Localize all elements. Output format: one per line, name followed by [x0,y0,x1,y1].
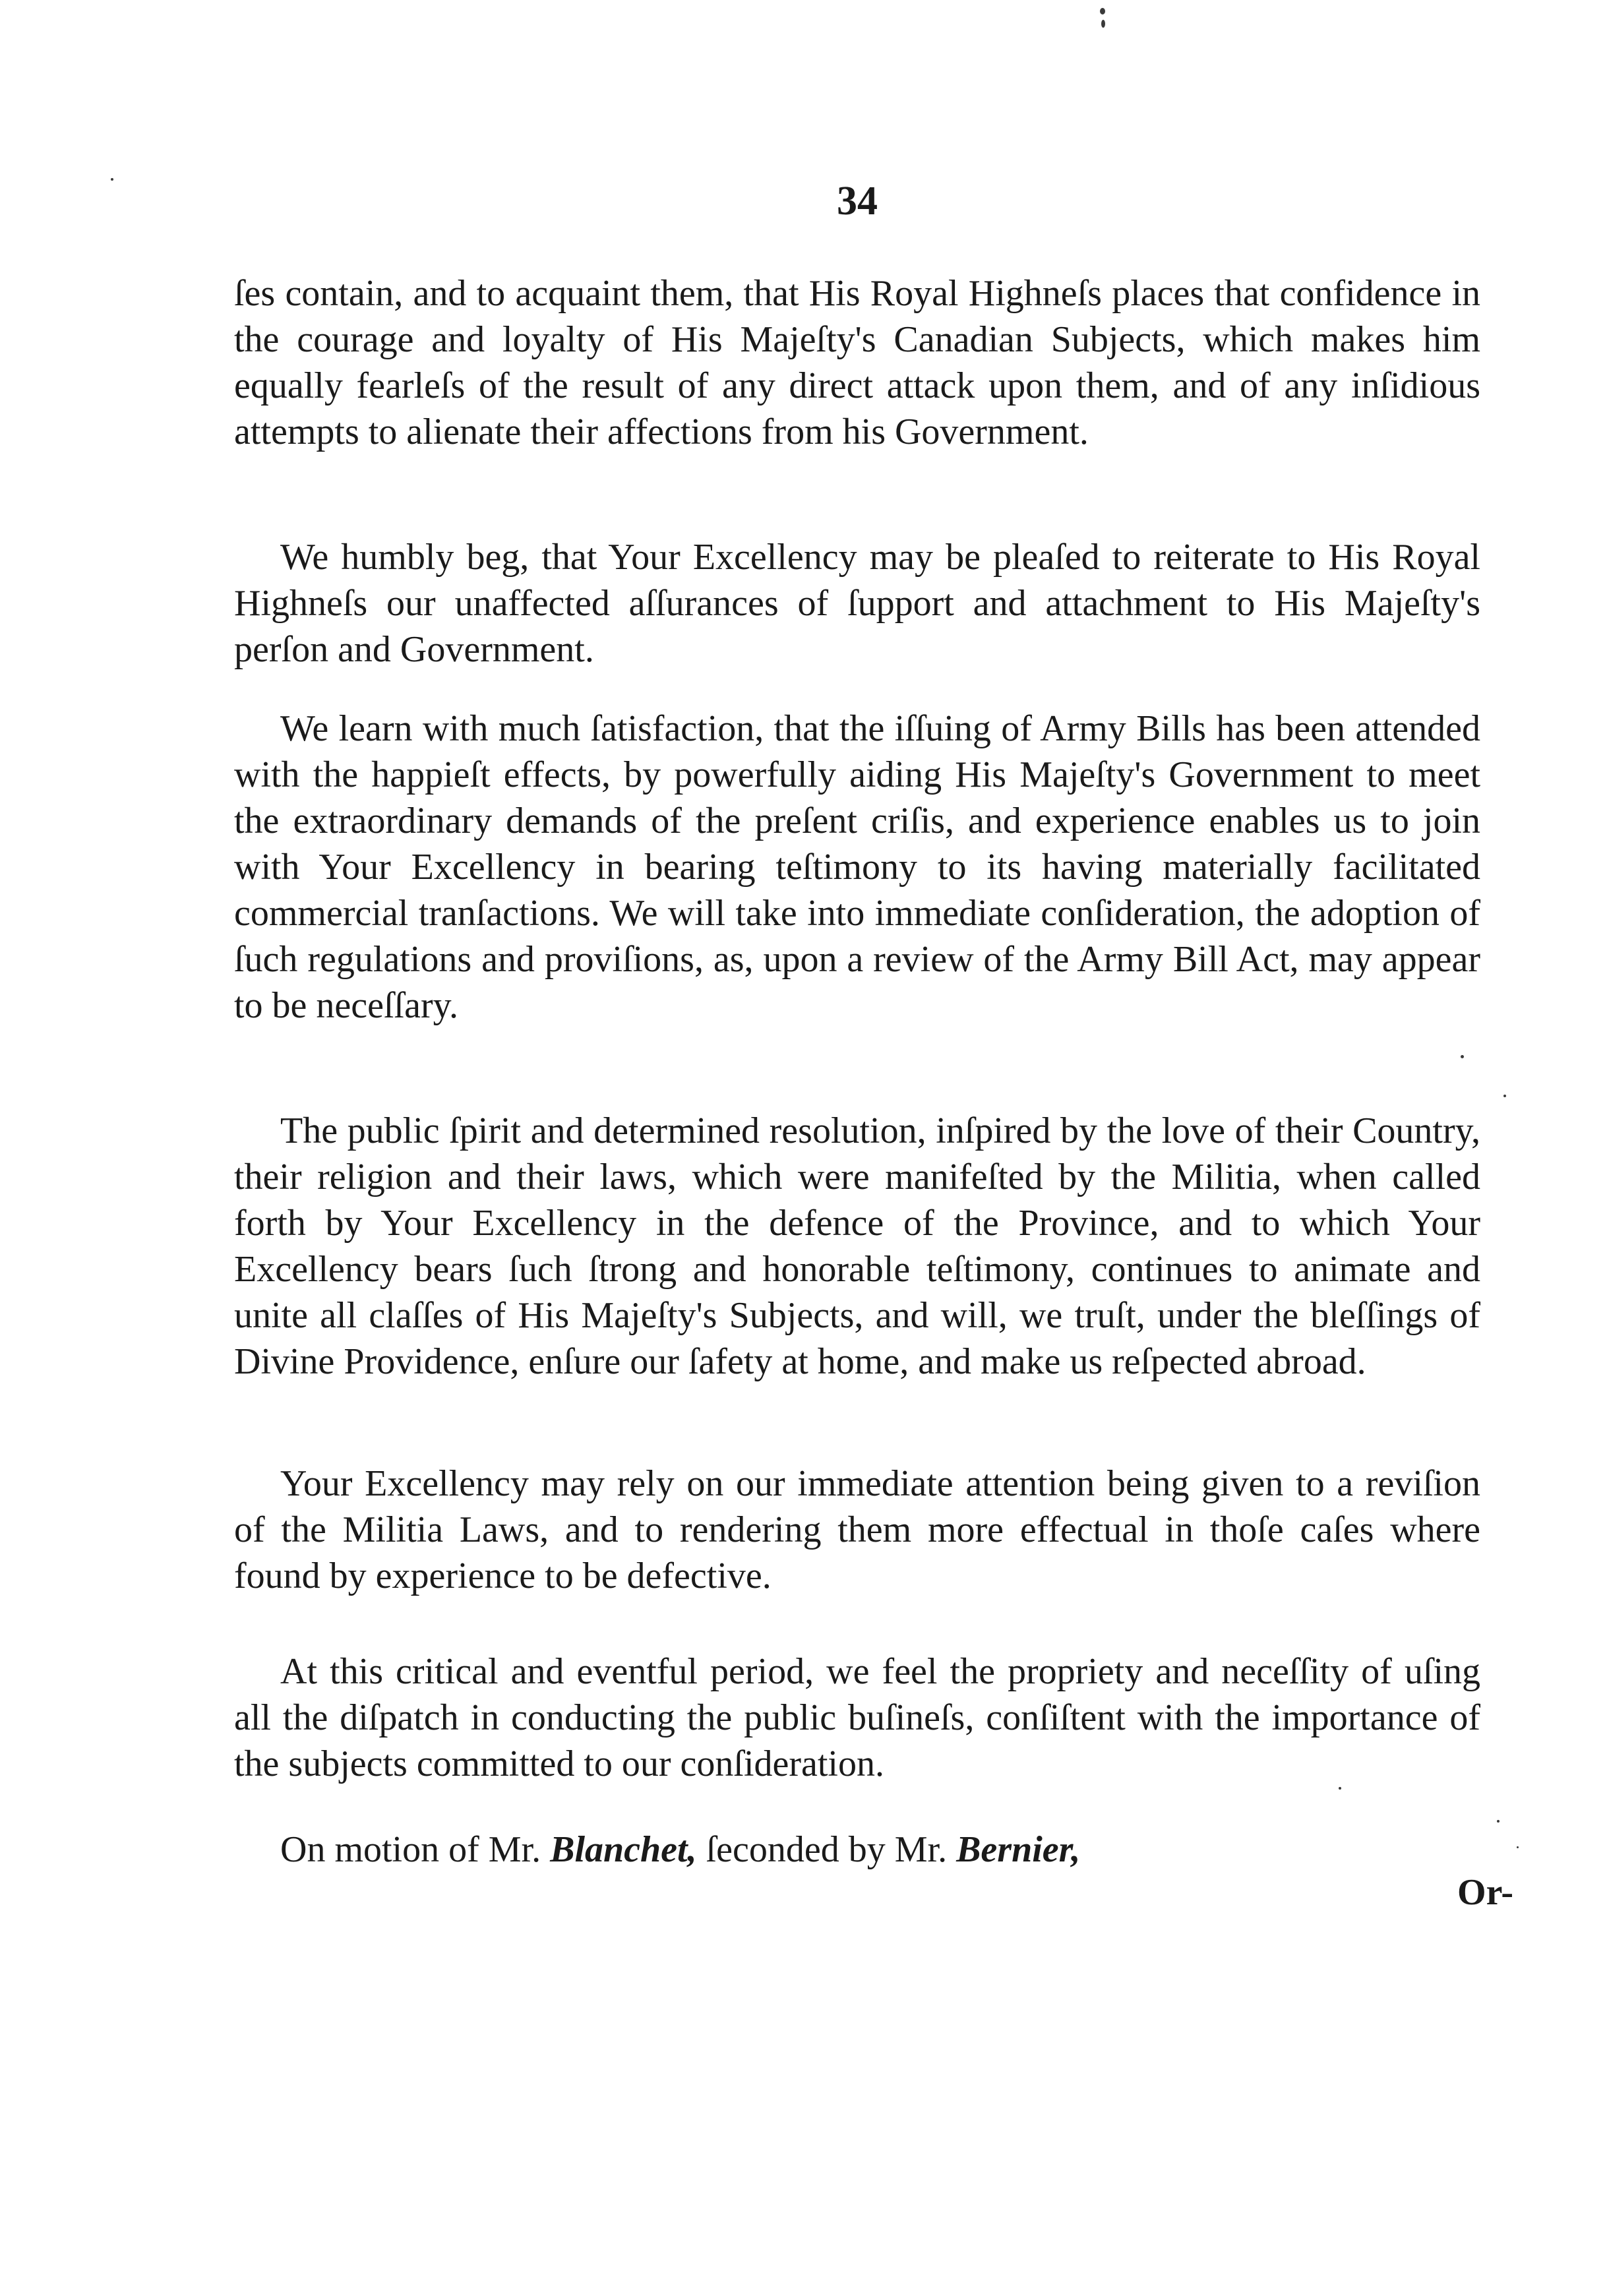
scan-speck [111,178,113,181]
paragraph-assurances: We humbly beg, that Your Excellency may be pleaſed to reiterate to His Royal Highneſs our unaffected aſſurances of ſupport and attachment to His Majeſty's perſon and Government. [234,537,1480,670]
paragraph-militia-spirit: The public ſpirit and determined resolution, inſpired by the love of their Country, their religion and their laws, which were manifeſted by the Militia, when called forth by Your Excellency in the defence of the Province, and to which Your Excellency bears ſuch ſtrong and honorable teſtimony, continues to animate and unite all claſſes of His Majeſty's Subjects, and will, we truſt, under the bleſſings of Divine Providence, enſure our ſafety at home, and make us reſpected abroad. [234,1110,1480,1382]
scan-speck [1497,1820,1500,1823]
paragraph-army-bills: We learn with much ſatisfaction, that the iſſuing of Army Bills has been attended with the happieſt effects, by powerfully aiding His Majeſty's Government to meet the extraordinary demands of the preſent criſis, and experience enables us to join with Your Excellency in bearing teſtimony to its having materially facilitated commercial tranſactions. We will take into immediate conſideration, the adoption of ſuch regulations and proviſions, as, upon a review of the Army Bill Act, may appear to be neceſſary. [234,708,1480,1026]
scan-speck [1517,1846,1519,1848]
scan-speck [1503,1095,1506,1097]
paragraph-militia-laws: Your Excellency may rely on our immediate attention being given to a reviſion of the Militia Laws, and to rendering them more effectual in thoſe caſes where found by experience to be defective. [234,1463,1480,1596]
mover-name: Blanchet, [550,1829,697,1870]
catchword: Or- [1457,1872,1513,1913]
paragraph-continuation: ſes contain, and to acquaint them, that His Royal Highneſs places that confidence in the courage and loyalty of His Majeſty's Canadian Subjects, which makes him equally fearleſs of the result of any direct attack upon them, and of any inſidious attempts to alienate their affections from his Government. [234,273,1480,452]
motion-line [280,1827,1401,1873]
scan-speck [1461,1055,1464,1058]
scan-speck [1100,8,1105,15]
paragraph-dispatch: At this critical and eventful period, we feel the propriety and neceſſity of uſing all the diſpatch in conducting the public buſineſs, conſiſtent with the importance of the subjects committed to our conſideration. [234,1651,1480,1784]
scan-speck [1339,1787,1341,1790]
motion-middle: ſeconded by Mr. [696,1829,957,1870]
page-number: 34 [837,179,878,224]
scan-speck [1101,20,1105,28]
motion-prefix: On motion of Mr. [280,1829,551,1870]
seconder-name: Bernier, [956,1829,1081,1870]
